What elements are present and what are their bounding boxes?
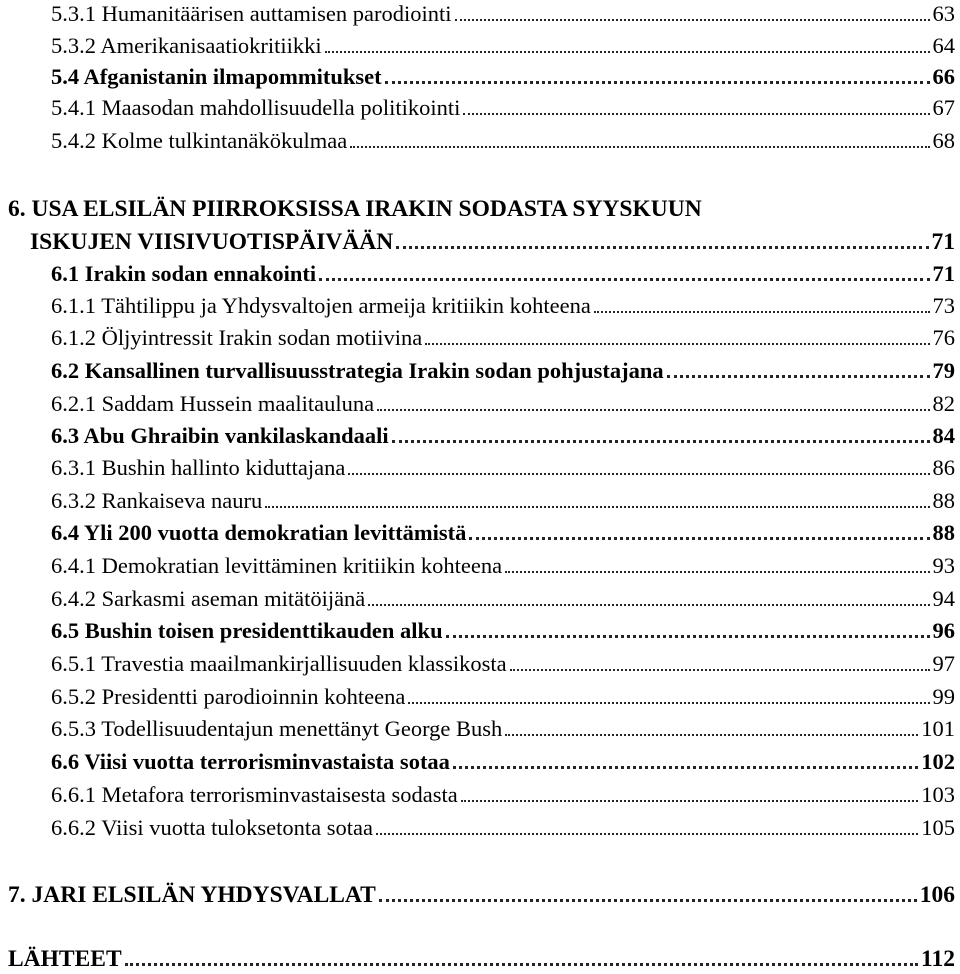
toc-entry-page: 88 [932,488,955,513]
toc-chapter [8,194,955,224]
toc-entry-label: 6.1 Irakin sodan ennakointi [51,261,317,286]
toc-entry-page: 67 [932,95,955,120]
toc-entry-page: 63 [932,1,955,26]
dot-leader [376,832,918,835]
dot-leader [505,733,918,736]
toc-entry-page: 79 [932,358,955,383]
dot-leader [348,472,929,475]
toc-entry-label: 5.4 Afganistanin ilmapommitukset [51,64,382,89]
toc-entry-label: LÄHTEET [8,946,122,972]
dot-leader [463,112,929,115]
toc-entry [51,486,955,516]
toc-entry-page: 96 [932,618,955,643]
toc-entry-page: 105 [921,815,955,840]
toc-entry-label: ISKUJEN VIISIVUOTISPÄIVÄÄN [30,229,394,255]
dot-leader [510,668,930,671]
dot-leader [396,245,928,249]
dot-leader [325,50,930,53]
dot-leader [385,80,930,84]
toc-chapter [8,880,955,910]
toc-entry [51,421,955,451]
dot-leader [594,310,930,313]
toc-entry-page: 86 [932,455,955,480]
dot-leader [667,374,930,378]
toc-entry-page: 103 [921,782,955,807]
dot-leader [505,570,929,573]
dot-leader [408,701,929,704]
toc-entry-page: 71 [932,261,955,286]
toc-entry-page: 88 [932,520,955,545]
toc-entry-page: 99 [932,684,955,709]
toc-entry [51,780,955,810]
toc-entry-label: 7. JARI ELSILÄN YHDYSVALLAT [8,882,376,908]
toc-entry-label: 6.2.1 Saddam Hussein maalitauluna [51,391,375,416]
toc-entry-page: 94 [932,586,955,611]
toc-entry [51,747,955,777]
toc-entry-page: 106 [919,882,955,908]
toc-entry [51,813,955,843]
toc-entry-label: 6.5 Bushin toisen presidenttikauden alku [51,618,443,643]
toc-entry [51,93,955,123]
toc-entry-label: 6.6 Viisi vuotta terrorisminvastaista sotaa [51,749,450,774]
toc-chapter [30,227,955,257]
dot-leader [446,634,930,638]
dot-leader [377,408,929,411]
toc-entry-label: 6.6.2 Viisi vuotta tuloksetonta sotaa [51,815,373,840]
toc-entry-page: 84 [932,423,955,448]
toc-entry [51,649,955,679]
toc-entry-label: 6.4.1 Demokratian levittäminen kritiikin kohteena [51,553,503,578]
toc-entry [51,584,955,614]
toc-entry-label: 5.4.2 Kolme tulkintanäkökulmaa [51,128,348,153]
dot-leader [425,342,929,345]
toc-entry-label: 5.4.1 Maasodan mahdollisuudella politikointi [51,95,461,120]
toc-entry-label: 6.5.3 Todellisuudentajun menettänyt George Bush [51,716,503,741]
toc-entry-label: 6.3 Abu Ghraibin vankilaskandaali [51,423,389,448]
toc-entry [51,616,955,646]
dot-leader [455,18,930,21]
toc-entry-label: 5.3.1 Humanitäärisen auttamisen parodiointi [51,1,452,26]
toc-entry-label: 6.3.1 Bushin hallinto kiduttajana [51,455,346,480]
toc-entry [51,291,955,321]
toc-entry [51,31,955,61]
toc-entry-page: 76 [932,325,955,350]
toc-entry [51,682,955,712]
toc-entry [51,714,955,744]
dot-leader [368,603,929,606]
toc-entry-label: 6.3.2 Rankaiseva nauru [51,488,263,513]
toc-entry [51,518,955,548]
toc-entry-label: 6.4.2 Sarkasmi aseman mitätöijänä [51,586,366,611]
toc-entry-page: 68 [932,128,955,153]
dot-leader [125,962,918,966]
toc-entry [51,0,955,29]
toc-entry-page: 82 [932,391,955,416]
toc-entry [51,62,955,92]
dot-leader [319,277,929,281]
toc-entry-page: 66 [932,64,955,89]
dot-leader [469,536,929,540]
toc-entry-page: 112 [921,946,955,972]
toc-entry-label: 6.4 Yli 200 vuotta demokratian levittämistä [51,520,467,545]
toc-entry-page: 97 [932,651,955,676]
dot-leader [453,765,918,769]
toc-entry-page: 102 [921,749,955,774]
toc-entry [51,259,955,289]
toc-entry [51,453,955,483]
toc-entry [51,323,955,353]
toc-chapter [8,944,955,974]
toc-entry-label: 6.2 Kansallinen turvallisuusstrategia Irakin sodan pohjustajana [51,358,664,383]
dot-leader [350,145,929,148]
toc-entry-label: 6.1.2 Öljyintressit Irakin sodan motiivina [51,325,423,350]
toc-entry-page: 93 [932,553,955,578]
toc-entry [51,389,955,419]
toc-entry-label: 5.3.2 Amerikanisaatiokritiikki [51,33,322,58]
dot-leader [379,898,917,902]
toc-entry-label: 6.5.2 Presidentti parodioinnin kohteena [51,684,406,709]
toc-entry-page: 73 [932,293,955,318]
toc-entry-page: 64 [932,33,955,58]
toc-entry-page: 101 [921,716,955,741]
dot-leader [461,799,918,802]
toc-entry-label: 6. USA ELSILÄN PIIRROKSISSA IRAKIN SODASTA SYYSKUUN [8,196,702,222]
toc-entry-label: 6.5.1 Travestia maailmankirjallisuuden klassikosta [51,651,507,676]
toc-entry [51,551,955,581]
toc-entry [51,126,955,156]
toc-entry-label: 6.1.1 Tähtilippu ja Yhdysvaltojen armeija kritiikin kohteena [51,293,591,318]
toc-entry [51,356,955,386]
dot-leader [265,505,929,508]
toc-entry-label: 6.6.1 Metafora terrorisminvastaisesta sodasta [51,782,458,807]
dot-leader [392,439,930,443]
toc-entry-page: 71 [931,229,955,255]
